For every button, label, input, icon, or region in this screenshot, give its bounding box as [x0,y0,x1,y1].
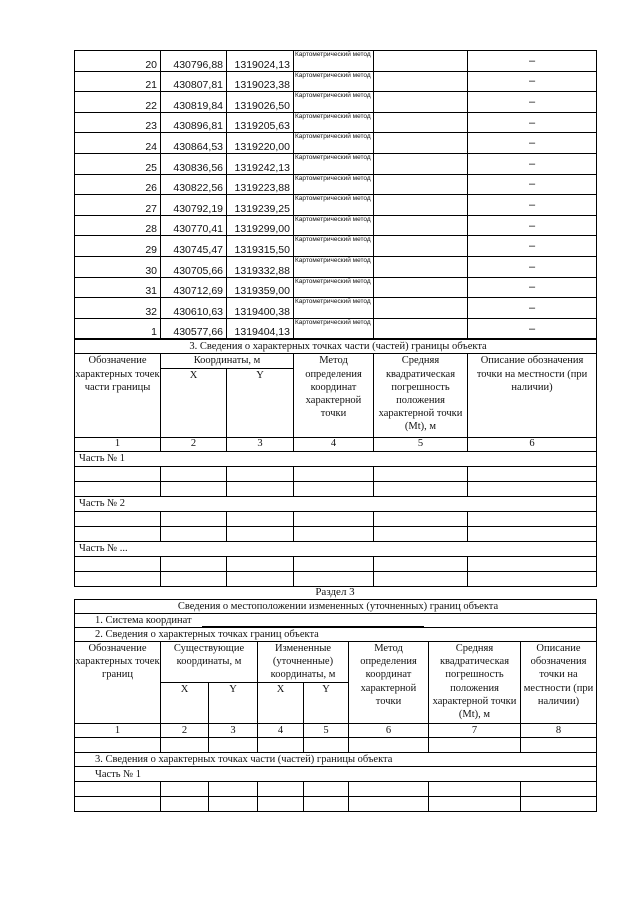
description-cell: – [468,195,597,216]
col-number: 1 [75,437,161,451]
coord-system-blank [202,616,424,627]
error-cell [374,298,468,319]
section-parts-table [74,339,597,586]
header-y: Y [227,368,294,437]
col-number: 2 [161,437,227,451]
header-error: Средняя квадратическая погрешность положения характерной точки (Mt), м [374,354,468,437]
error-cell [374,51,468,72]
razdel-3-table [74,599,597,812]
coord-x: 430705,66 [161,256,227,277]
coordinates-table [74,50,597,339]
error-cell [374,277,468,298]
point-number: 24 [75,133,161,154]
description-cell: – [468,133,597,154]
coord-y: 1319023,38 [227,71,294,92]
error-cell [374,215,468,236]
coord-x: 430896,81 [161,112,227,133]
method-cell: Картометрический метод [294,153,374,174]
coord-x: 430807,81 [161,71,227,92]
header-x: X [161,368,227,437]
header-designation: Обозначение характерных точек границ [75,642,161,724]
method-cell: Картометрический метод [294,298,374,319]
point-number: 27 [75,195,161,216]
method-cell: Картометрический метод [294,195,374,216]
header-method: Метод определения координат характерной точки [349,642,429,724]
coord-y: 1319242,13 [227,153,294,174]
table-row [75,71,597,92]
description-cell: – [468,277,597,298]
point-number: 28 [75,215,161,236]
coord-y: 1319400,38 [227,298,294,319]
coord-x: 430822,56 [161,174,227,195]
method-cell: Картометрический метод [294,92,374,113]
method-cell: Картометрический метод [294,277,374,298]
coord-y: 1319026,50 [227,92,294,113]
points-title: 2. Сведения о характерных точках границ объекта [75,628,597,642]
col-number: 5 [304,724,349,738]
coord-y: 1319359,00 [227,277,294,298]
razdel-3 [74,599,596,812]
coord-x: 430819,84 [161,92,227,113]
coord-y: 1319239,25 [227,195,294,216]
error-cell [374,174,468,195]
razdel-3-title: Раздел 3 [315,586,355,598]
error-cell [374,71,468,92]
col-number: 4 [294,437,374,451]
description-cell: – [468,71,597,92]
table-row [75,153,597,174]
method-cell: Картометрический метод [294,71,374,92]
description-cell: – [468,112,597,133]
table-row [75,174,597,195]
part-label: Часть № 1 [75,767,597,782]
point-number: 29 [75,236,161,257]
point-number: 32 [75,298,161,319]
coord-x: 430836,56 [161,153,227,174]
col-number: 1 [75,724,161,738]
error-cell [374,92,468,113]
header-description: Описание обозначения точки на местности (при наличии) [468,354,597,437]
method-cell: Картометрический метод [294,112,374,133]
coord-system-label: 1. Система координат [95,615,192,626]
coord-y: 1319315,50 [227,236,294,257]
point-number: 22 [75,92,161,113]
point-number: 30 [75,256,161,277]
error-cell [374,318,468,339]
header-changed: Измененные (уточненные) координаты, м [258,642,349,683]
coord-y: 1319404,13 [227,318,294,339]
table-row [75,256,597,277]
coord-system-row [75,614,597,628]
coord-y: 1319024,13 [227,51,294,72]
coord-y: 1319223,88 [227,174,294,195]
header-y: Y [304,683,349,724]
description-cell: – [468,318,597,339]
part-label: Часть № 2 [75,496,597,511]
coord-y: 1319205,63 [227,112,294,133]
method-cell: Картометрический метод [294,51,374,72]
table-row [75,236,597,257]
table-row [75,112,597,133]
table-row [75,51,597,72]
header-description: Описание обозначения точки на местности (при наличии) [521,642,597,724]
description-cell: – [468,298,597,319]
header-method: Метод определения координат характерной точки [294,354,374,437]
coord-x: 430610,63 [161,298,227,319]
document-sheet [74,50,596,587]
point-number: 1 [75,318,161,339]
method-cell: Картометрический метод [294,133,374,154]
error-cell [374,112,468,133]
coord-x: 430712,69 [161,277,227,298]
error-cell [374,133,468,154]
method-cell: Картометрический метод [294,174,374,195]
error-cell [374,236,468,257]
point-number: 23 [75,112,161,133]
col-number: 7 [429,724,521,738]
coord-x: 430577,66 [161,318,227,339]
description-cell: – [468,51,597,72]
header-coords: Координаты, м [161,354,294,368]
coord-x: 430770,41 [161,215,227,236]
table-row [75,195,597,216]
description-cell: – [468,256,597,277]
col-number: 6 [349,724,429,738]
coord-x: 430745,47 [161,236,227,257]
col-number: 5 [374,437,468,451]
col-number: 4 [258,724,304,738]
coord-x: 430792,19 [161,195,227,216]
header-x: X [161,683,209,724]
coord-x: 430864,53 [161,133,227,154]
coord-y: 1319332,88 [227,256,294,277]
section-title: 3. Сведения о характерных точках части (частей) границы объекта [75,340,597,354]
header-x: X [258,683,304,724]
razdel-subtitle: Сведения о местоположении измененных (уточненных) границ объекта [75,600,597,614]
error-cell [374,256,468,277]
header-error: Средняя квадратическая погрешность положения характерной точки (Mt), м [429,642,521,724]
point-number: 25 [75,153,161,174]
table-row [75,277,597,298]
col-number: 2 [161,724,209,738]
header-designation: Обозначение характерных точек части границы [75,354,161,437]
error-cell [374,153,468,174]
col-number: 3 [209,724,258,738]
coord-y: 1319220,00 [227,133,294,154]
method-cell: Картометрический метод [294,215,374,236]
method-cell: Картометрический метод [294,318,374,339]
part-label: Часть № ... [75,541,597,556]
table-row [75,215,597,236]
table-row [75,92,597,113]
table-row [75,298,597,319]
error-cell [374,195,468,216]
parts-title: 3. Сведения о характерных точках части (частей) границы объекта [75,753,597,767]
header-existing: Существующие координаты, м [161,642,258,683]
table-row [75,318,597,339]
description-cell: – [468,236,597,257]
description-cell: – [468,92,597,113]
method-cell: Картометрический метод [294,256,374,277]
point-number: 31 [75,277,161,298]
coord-x: 430796,88 [161,51,227,72]
coord-y: 1319299,00 [227,215,294,236]
point-number: 21 [75,71,161,92]
col-number: 3 [227,437,294,451]
description-cell: – [468,153,597,174]
header-y: Y [209,683,258,724]
part-label: Часть № 1 [75,451,597,466]
method-cell: Картометрический метод [294,236,374,257]
description-cell: – [468,215,597,236]
table-row [75,133,597,154]
description-cell: – [468,174,597,195]
col-number: 6 [468,437,597,451]
point-number: 20 [75,51,161,72]
col-number: 8 [521,724,597,738]
point-number: 26 [75,174,161,195]
